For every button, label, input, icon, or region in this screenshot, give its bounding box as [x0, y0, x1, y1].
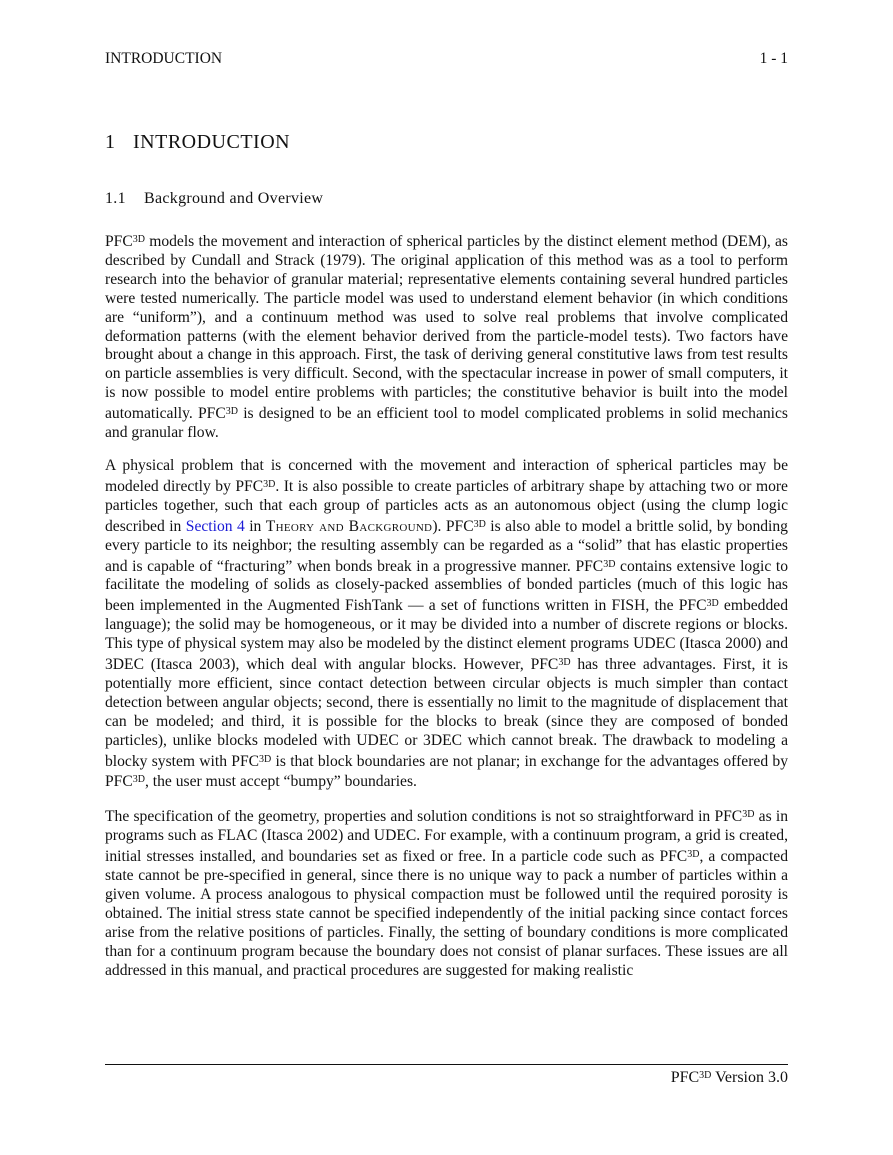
pfc-base: PFC: [105, 233, 133, 250]
volume-reference: Theory and Background: [265, 517, 433, 535]
pfc-base: PFC: [105, 773, 133, 791]
pfc-base: PFC: [670, 1069, 700, 1086]
paragraph-3: The specification of the geometry, properties and solution conditions is not so straightforward in $PFC^{3D}$ as in programs such as FLAC (Itasca 2002) and UDEC. For example, with a continuum program, a grid is created, initial stresses installed, and boundaries set as fixed or free. In a particle code such as $PFC^{3D}$, a compacted state cannot be pre-specified in general, since there is no unique way to pack a number of particles within a given volume. A process analogous to physical compaction must be followed until the required porosity is obtained. The initial stress state cannot be specified independently of the initial packing since contact forces arise from the relative positions of particles. Finally, the setting of boundary conditions is more complicated than for a continuum program because the boundary does not consist of planar surfaces. These issues are all addressed in this manual, and practical procedures are suggested for making realistic: [105, 808, 788, 979]
pfc-base: PFC: [197, 405, 226, 423]
pfc-superscript: 3D: [132, 234, 145, 245]
pfc-name: [714, 808, 754, 825]
pfc-name: [198, 405, 238, 422]
section-4-link[interactable]: Section 4: [185, 517, 245, 535]
pfc-name: [659, 848, 699, 865]
pfc-base: PFC: [714, 808, 743, 826]
pfc-superscript: 3D: [687, 849, 700, 861]
pfc-base: PFC: [445, 517, 474, 535]
header-chapter-name: INTRODUCTION: [105, 50, 223, 67]
section-number: 1.1: [105, 190, 126, 207]
pfc-name: [446, 518, 486, 535]
footer-version: $PFC^{3D}$ Version 3.0: [670, 1069, 788, 1086]
footer-rule: [105, 1064, 788, 1065]
running-header: [105, 49, 788, 69]
chapter-number: 1: [105, 131, 116, 153]
pfc-base: PFC: [678, 597, 707, 615]
pfc-name: [575, 558, 615, 575]
pfc-name: [679, 597, 719, 614]
paragraph-2: A physical problem that is concerned with the movement and interaction of spherical particles may be modeled directly by $PFC^{3D}$. It is also possible to create particles of arbitrary shape by attaching two or more particles together, such that each group of particles acts as an autonomous object (using the clump logic described in Section 4 in Theory and Background). $PFC^{3D}$ is also able to model a brittle solid, by bonding every particle to its neighbor; the resulting assembly can be regarded as a “solid” that has elastic properties and is capable of “fracturing” when bonds break in a progressive manner. $PFC^{3D}$ contains extensive logic to facilitate the modeling of solids as closely-packed assemblies of bonded particles (much of this logic has been implemented in the Augmented FishTank — a set of functions written in FISH, the $PFC^{3D}$ embedded language); the solid may be homogeneous, or it may be divided into a number of discrete regions or blocks. This type of physical system may also be modeled by the distinct element programs UDEC (Itasca 2000) and 3DEC (Itasca 2003), which deal with angular blocks. However, $PFC^{3D}$ has three advantages. First, it is potentially more efficient, since contact detection between circular objects is much simpler than contact detection between angular objects; second, there is essentially no limit to the magnitude of displacement that can be modeled; and third, it is possible for the blocks to break (since they are composed of bonded particles), unlike blocks modeled with UDEC or 3DEC which cannot break. The drawback to modeling a blocky system with $PFC^{3D}$ is that block boundaries are not planar; in exchange for the advantages offered by $PFC^{3D}$, the user must accept “bumpy” boundaries.: [105, 456, 788, 791]
pfc-base: PFC: [530, 656, 559, 674]
section-heading: [105, 189, 323, 209]
pfc-name: [671, 1069, 712, 1086]
document-page: [105, 0, 788, 1155]
pfc-superscript: 3D: [473, 518, 486, 530]
header-page-number: 1 - 1: [759, 50, 788, 67]
pfc-superscript: 3D: [263, 478, 276, 490]
pfc-superscript: 3D: [259, 753, 272, 765]
pfc-base: PFC: [235, 477, 264, 495]
pfc-superscript: 3D: [132, 774, 145, 786]
pfc-superscript: 3D: [706, 598, 719, 610]
pfc-name: [231, 753, 271, 770]
pfc-base: PFC: [231, 752, 260, 770]
pfc-superscript: 3D: [225, 406, 238, 418]
paragraph-1: $PFC^{3D}$ models the movement and interaction of spherical particles by the distinct element method (DEM), as described by Cundall and Strack (1979). The original application of this method was as a tool to perform research into the behavior of granular material; representative elements containing several hundred particles were tested numerically. The particle model was used to understand element behavior (in which conditions are “uniform”), and a continuum method was used to solve real problems that involve complicated deformation patterns (with the element behavior derived from the particle-model tests). Two factors have brought about a change in this approach. First, the task of deriving general constitutive laws from test results on particle assemblies is very difficult. Second, with the spectacular increase in power of small computers, it is now possible to model entire problems with particles; the constitutive behavior is built into the model automatically. $PFC^{3D}$ is designed to be an efficient tool to model complicated problems in solid mechanics and granular flow.: [105, 233, 788, 442]
body-text: [105, 231, 788, 995]
pfc-superscript: 3D: [699, 1070, 712, 1081]
pfc-base: PFC: [659, 848, 688, 866]
pfc-superscript: 3D: [558, 657, 571, 669]
pfc-name: [531, 656, 571, 673]
chapter-heading: [105, 130, 290, 154]
section-title: Background and Overview: [144, 190, 324, 207]
pfc-name: [105, 233, 145, 250]
pfc-superscript: 3D: [742, 809, 755, 821]
pfc-name: [235, 478, 275, 495]
pfc-superscript: 3D: [603, 558, 616, 570]
chapter-title: INTRODUCTION: [133, 131, 291, 153]
pfc-name: [105, 773, 145, 790]
pfc-base: PFC: [575, 557, 604, 575]
